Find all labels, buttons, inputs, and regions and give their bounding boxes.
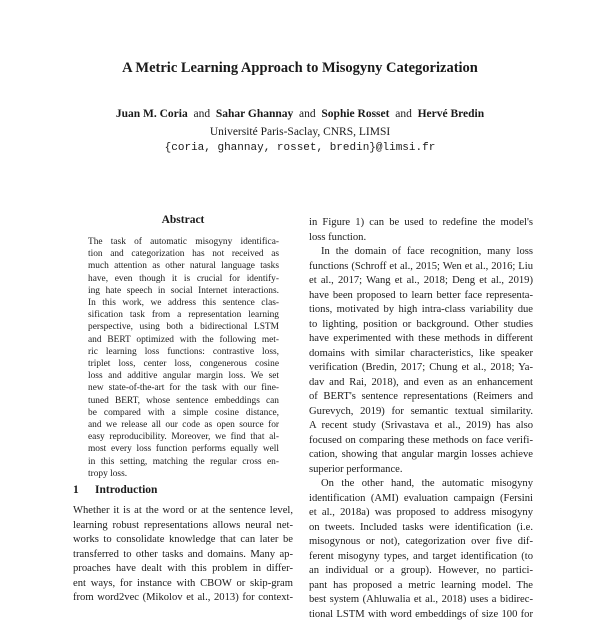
author-name: Juan M. Coria (116, 108, 188, 120)
text-line: transferred to other tasks and domains. Many ap- (73, 548, 293, 563)
text-line: to lighting, position or background. Other studies (309, 318, 533, 333)
text-line: learning robust representations allows neural net- (73, 519, 293, 534)
text-line: On the other hand, the automatic misogyny (309, 477, 533, 492)
section-heading (73, 484, 157, 496)
text-line: Whether it is at the word or at the sentence level, (73, 504, 293, 519)
text-line: and BERT optimized with the following met- (88, 334, 279, 346)
text-line: tropy loss. (88, 468, 279, 480)
text-line: on tweets. Included tasks were identification (i.e. (309, 521, 533, 536)
section-number: 1 (73, 484, 95, 496)
text-line: sification task from a representation learning (88, 309, 279, 321)
author-separator: and (193, 108, 210, 120)
text-line: misogynous or not), categorization over five dif- (309, 535, 533, 550)
text-line: easy reproducibility. Moreover, we find that al- (88, 431, 279, 443)
author-separator: and (395, 108, 412, 120)
text-line: ing hate speech in social Internet interactions. (88, 285, 279, 297)
text-line: verification (Bredin, 2017; Chung et al., 2018; Ya- (309, 361, 533, 376)
affiliation: Université Paris-Saclay, CNRS, LIMSI (0, 126, 600, 138)
text-line: Gurevych, 2019) for semantic textual similarity. (309, 405, 533, 420)
text-line: triplet loss, center loss, congenerous cosine (88, 358, 279, 370)
text-line: cation, showing that angular margin losses achieve (309, 448, 533, 463)
text-line: et al., 2017; Wang et al., 2018; Deng et al., 2019) (309, 274, 533, 289)
abstract-heading: Abstract (73, 214, 293, 226)
text-line: A recent study (Srivastava et al., 2019) has also (309, 419, 533, 434)
author-email: {coria, ghannay, rosset, bredin}@limsi.fr (0, 142, 600, 154)
author-name: Sahar Ghannay (216, 108, 293, 120)
text-line: have experimented with these methods in different (309, 332, 533, 347)
abstract-body (88, 236, 279, 480)
text-line: have been proposed to learn better face representa- (309, 289, 533, 304)
text-line: ent ways, for instance with CBOW or skip-gram (73, 577, 293, 592)
text-line: functions (Schroff et al., 2015; Wen et al., 2016; Liu (309, 260, 533, 275)
text-line: superior performance. (309, 463, 533, 478)
text-line: In the domain of face recognition, many loss (309, 245, 533, 260)
text-line: loss and additive angular margin loss. We set (88, 370, 279, 382)
text-line: in Figure 1) can be used to redefine the model's (309, 216, 533, 231)
text-line: from word2vec (Mikolov et al., 2013) for context- (73, 591, 293, 606)
text-line: works to consolidate knowledge that can later be (73, 533, 293, 548)
text-line: of BERT's sentence representations (Reimers and (309, 390, 533, 405)
text-line: loss function. (309, 231, 533, 246)
author-separator: and (299, 108, 316, 120)
text-line: an individual or a group). However, no partici- (309, 564, 533, 579)
text-line: tional LSTM with word embeddings of size 100 for (309, 608, 533, 622)
text-line: dav and Rai, 2018), and even as an enhancement (309, 376, 533, 391)
text-line: perspective, using both a bidirectional LSTM (88, 321, 279, 333)
text-line: ric learning loss functions: contrastive loss, (88, 346, 279, 358)
text-line: In this work, we address this sentence clas- (88, 297, 279, 309)
section-title: Introduction (95, 484, 157, 496)
text-line: be compared with a simple cosine distance, (88, 407, 279, 419)
text-line: best system (Ahluwalia et al., 2018) uses a bidirec- (309, 593, 533, 608)
text-line: focused on comparing these methods on face verifi- (309, 434, 533, 449)
author-name: Sophie Rosset (321, 108, 389, 120)
intro-paragraph (73, 504, 293, 606)
text-line: and we release all our code as open source for (88, 419, 279, 431)
text-line: much attention as other natural language tasks (88, 260, 279, 272)
text-line: new state-of-the-art for the task with our fine- (88, 382, 279, 394)
text-line: identification (AMI) evaluation campaign (Fersini (309, 492, 533, 507)
text-line: have, even though it is crucial for identify- (88, 273, 279, 285)
text-line: pant has proposed a metric learning model. The (309, 579, 533, 594)
text-line: tions, motivated by high intra-class variability due (309, 303, 533, 318)
text-line: et al., 2018a) was proposed to address misogyny (309, 506, 533, 521)
author-list (0, 108, 600, 120)
text-line: domains with similar characteristics, like speaker (309, 347, 533, 362)
text-line: tion and categorization has not received as (88, 248, 279, 260)
text-line: in this setting, matching the regular cross en- (88, 456, 279, 468)
text-line: most every loss function performs equally well (88, 443, 279, 455)
text-line: tuned BERT, whose sentence embeddings can (88, 395, 279, 407)
author-name: Hervé Bredin (418, 108, 485, 120)
text-line: proaches have dealt with this problem in differ- (73, 562, 293, 577)
text-line: ferent misogyny types, and target identification (to (309, 550, 533, 565)
paper-title: A Metric Learning Approach to Misogyny Categorization (0, 60, 600, 77)
text-line: The task of automatic misogyny identifica- (88, 236, 279, 248)
right-column-text (309, 216, 533, 622)
